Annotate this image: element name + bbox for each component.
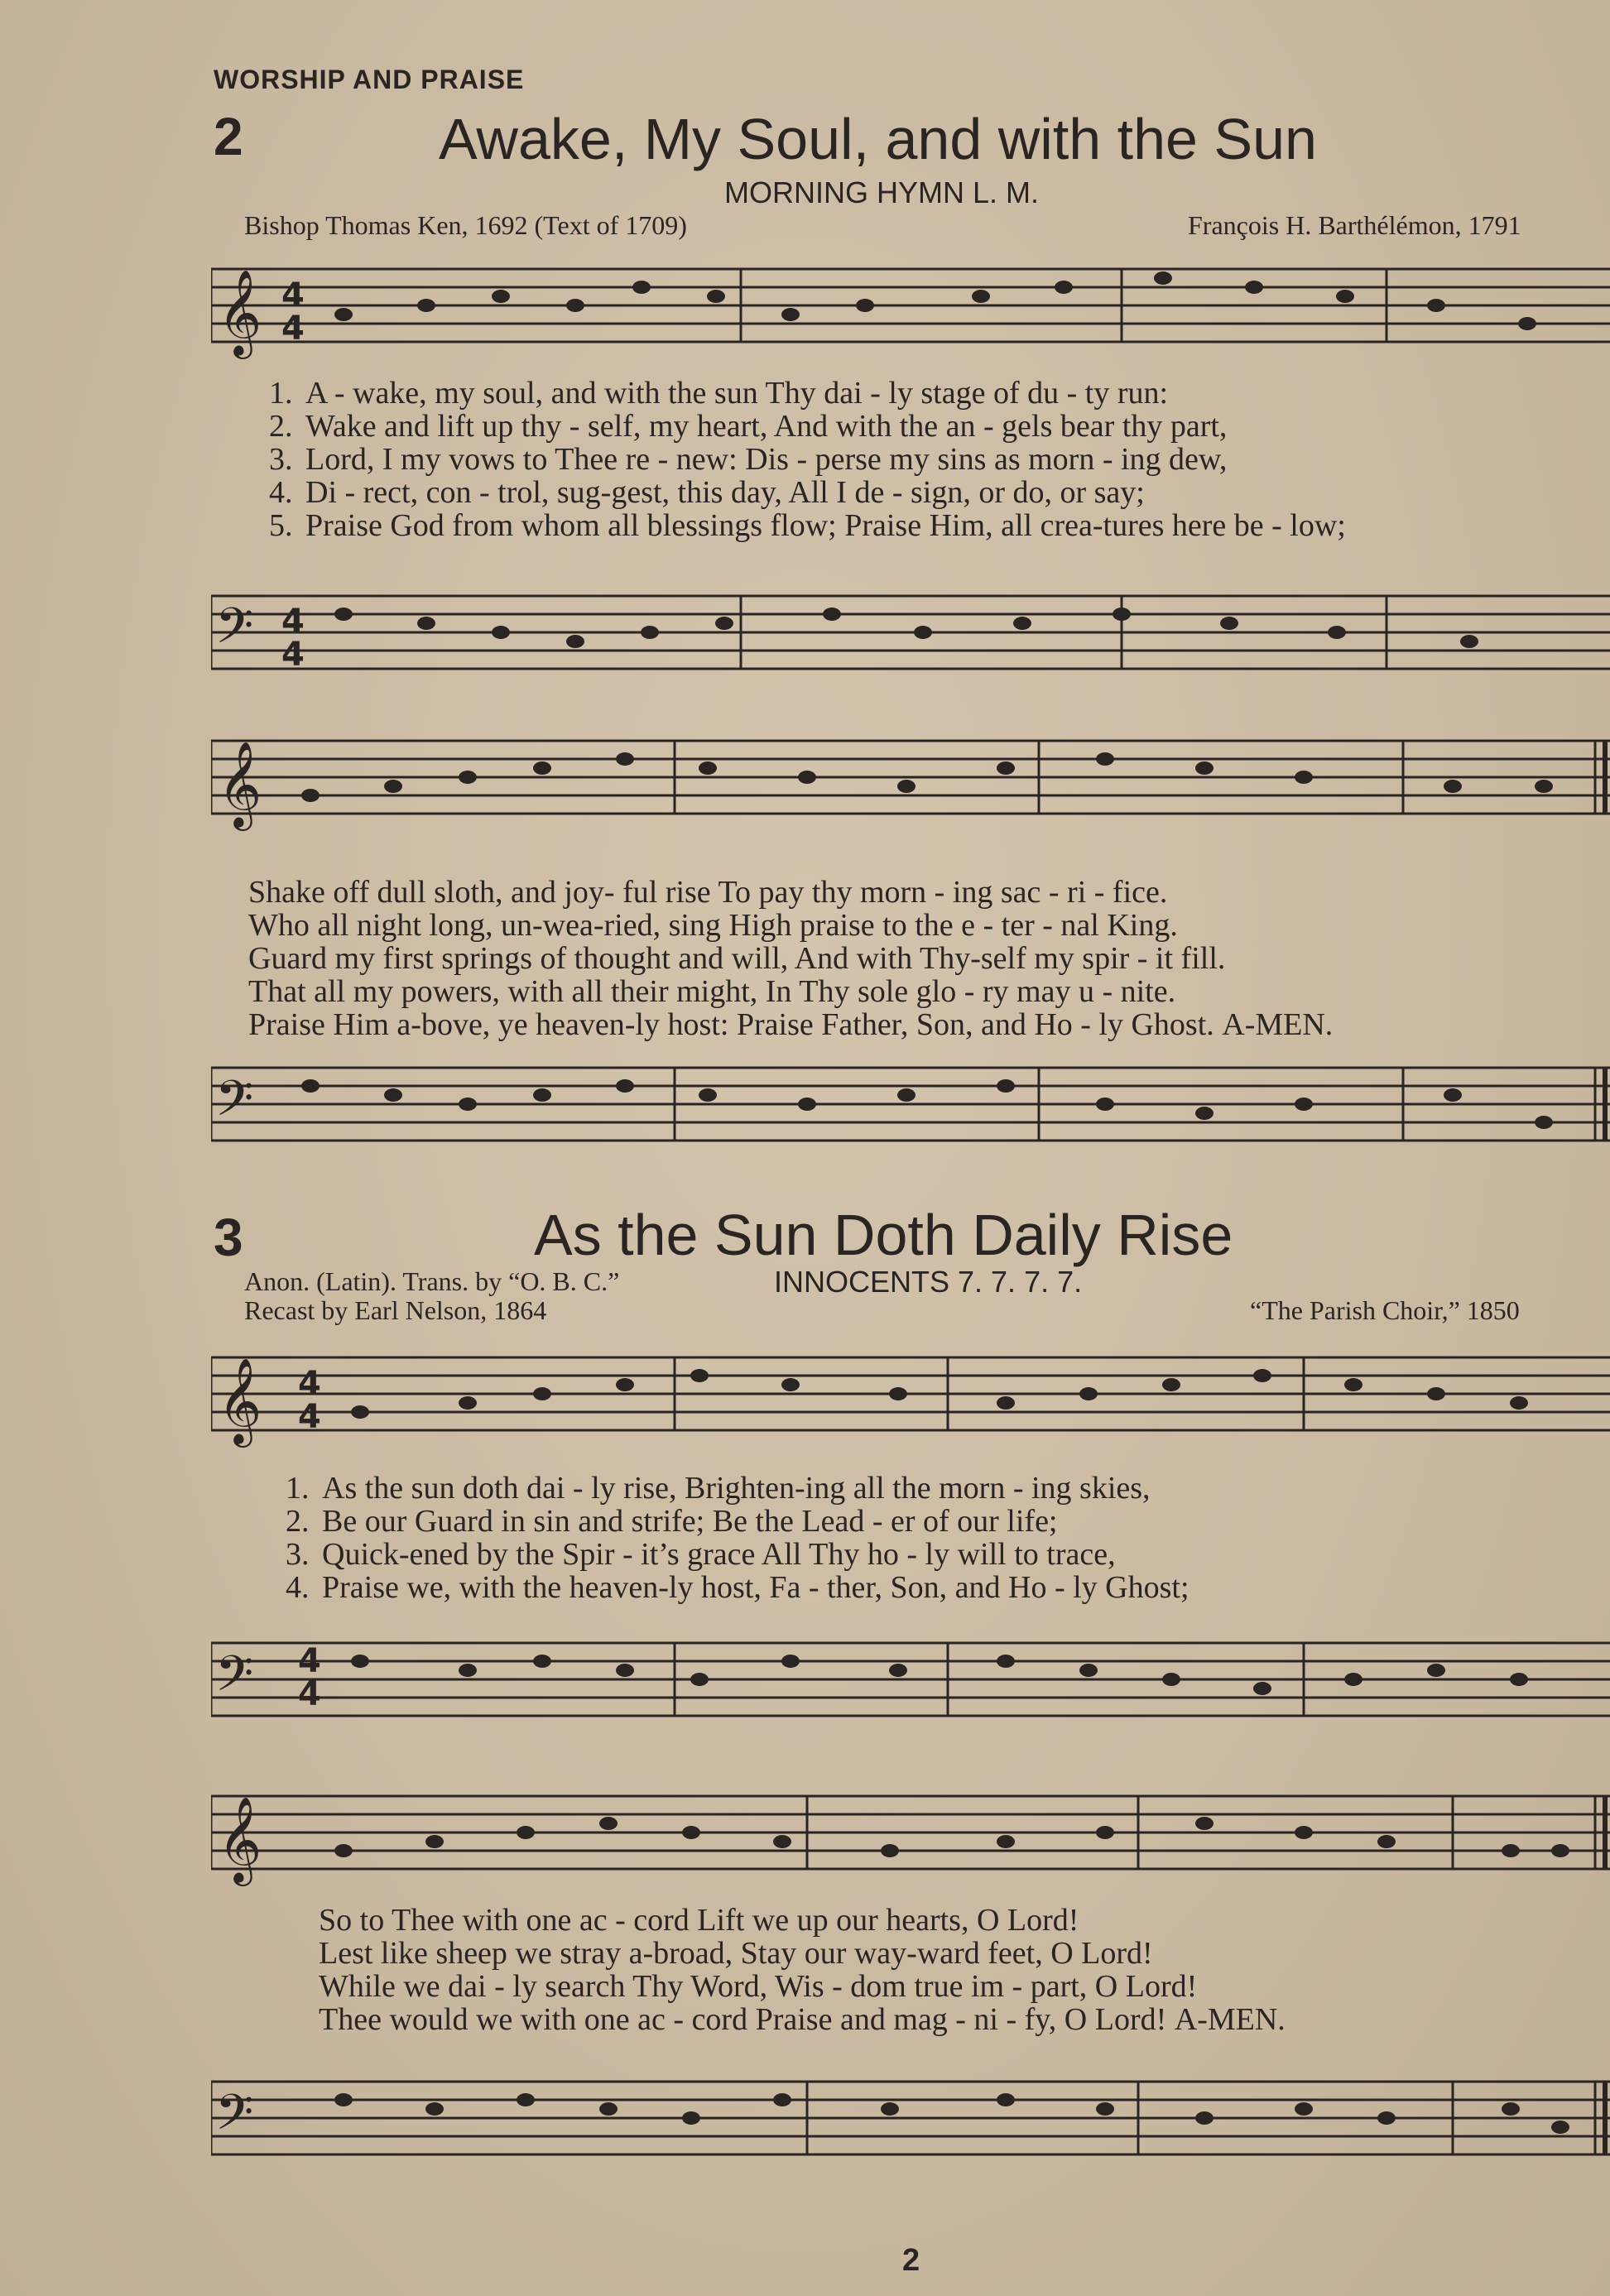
verse-line: So to Thee with one ac - cord Lift we up our hearts, O Lord! [319, 1903, 1079, 1938]
svg-text:4: 4 [281, 636, 305, 674]
hymn-number: 2 [214, 107, 243, 166]
treble-staff [211, 1337, 1610, 1453]
verse-line: Lest like sheep we stray a-broad, Stay our way-ward feet, O Lord! [319, 1936, 1153, 1971]
verse-line: Shake off dull sloth, and joy- ful rise To pay thy morn - ing sac - ri - fice. [248, 875, 1168, 910]
amen-label: A-MEN. [1222, 1007, 1334, 1042]
bass-staff [211, 1047, 1610, 1163]
treble-staff [211, 720, 1610, 836]
bass-staff [211, 2061, 1610, 2177]
verse-line: 2. Be our Guard in sin and strife; Be the Lead - er of our life; [286, 1504, 1058, 1539]
hymn-title: Awake, My Soul, and with the Sun [439, 107, 1317, 171]
bass-staff [211, 563, 1610, 687]
svg-text:𝄢: 𝄢 [215, 2083, 254, 2153]
verse-block-1b [248, 876, 1333, 1041]
verse-line: 1. As the sun doth dai - ly rise, Brighten-ing all the morn - ing skies, [286, 1471, 1151, 1506]
svg-text:𝄢: 𝄢 [215, 597, 254, 666]
verse-line: While we dai - ly search Thy Word, Wis - dom true im - part, O Lord! [319, 1969, 1198, 2004]
svg-text:4: 4 [281, 276, 305, 315]
verse-line: 1. A - wake, my soul, and with the sun Thy dai - ly stage of du - ty run: [269, 376, 1169, 411]
amen-label: A-MEN. [1174, 2002, 1286, 2037]
verse-block-2a [286, 1472, 1189, 1604]
hymn-number: 3 [214, 1208, 243, 1267]
verse-line: Guard my first springs of thought and will, And with Thy-self my spir - it fill. [248, 941, 1226, 976]
tune-name: INNOCENTS 7. 7. 7. 7. [774, 1265, 1083, 1299]
verse-block-1a [269, 377, 1346, 542]
tune-name: MORNING HYMN L. M. [724, 175, 1040, 209]
recast-credit: Recast by Earl Nelson, 1864 [244, 1295, 547, 1325]
bass-staff [211, 1622, 1610, 1738]
svg-text:4: 4 [281, 310, 305, 348]
hymn-title: As the Sun Doth Daily Rise [534, 1203, 1233, 1267]
verse-line: 3. Lord, I my vows to Thee re - new: Dis - perse my sins as morn - ing dew, [269, 442, 1228, 477]
verse-line: 4. Di - rect, con - trol, sug-gest, this day, All I de - sign, or do, or say; [269, 475, 1145, 510]
svg-text:4: 4 [281, 603, 305, 641]
verse-block-2b [319, 1904, 1286, 2036]
treble-staff [211, 248, 1610, 364]
verse-line: 3. Quick-ened by the Spir - it’s grace All Thy ho - ly will to trace, [286, 1537, 1116, 1572]
verse-line: That all my powers, with all their might, In Thy sole glo - ry may u - nite. [248, 974, 1176, 1009]
svg-text:𝄞: 𝄞 [218, 269, 262, 356]
verse-line: 5. Praise God from whom all blessings flow; Praise Him, all crea-tures here be - low; [269, 508, 1346, 543]
verse-line: Who all night long, un-wea-ried, sing High praise to the e - ter - nal King. [248, 908, 1178, 943]
svg-text:4: 4 [298, 1398, 321, 1436]
verse-line: Thee would we with one ac - cord Praise and mag - ni - fy, O Lord! A-MEN. [319, 2002, 1286, 2037]
author-credit: Bishop Thomas Ken, 1692 (Text of 1709) [244, 210, 687, 240]
svg-text:𝄢: 𝄢 [215, 1069, 254, 1139]
svg-text:𝄞: 𝄞 [218, 741, 262, 828]
source-credit: “The Parish Choir,” 1850 [1250, 1295, 1520, 1325]
section-header: WORSHIP AND PRAISE [214, 65, 525, 94]
verse-line: Praise Him a-bove, ye heaven-ly host: Praise Father, Son, and Ho - ly Ghost. A-MEN. [248, 1007, 1334, 1042]
verse-line: 4. Praise we, with the heaven-ly host, Fa - ther, Son, and Ho - ly Ghost; [286, 1570, 1189, 1605]
svg-text:4: 4 [298, 1365, 321, 1403]
page-number: 2 [902, 2243, 920, 2278]
translator-credit: Anon. (Latin). Trans. by “O. B. C.” [244, 1266, 620, 1296]
verse-line: 2. Wake and lift up thy - self, my heart, And with the an - gels bear thy part, [269, 409, 1228, 444]
composer-credit: François H. Barthélémon, 1791 [1188, 210, 1521, 240]
treble-staff [211, 1775, 1610, 1891]
svg-text:4: 4 [298, 1642, 321, 1680]
svg-text:4: 4 [298, 1675, 321, 1713]
svg-text:𝄢: 𝄢 [215, 1645, 254, 1714]
svg-text:𝄞: 𝄞 [218, 1796, 262, 1883]
svg-text:𝄞: 𝄞 [218, 1357, 262, 1444]
